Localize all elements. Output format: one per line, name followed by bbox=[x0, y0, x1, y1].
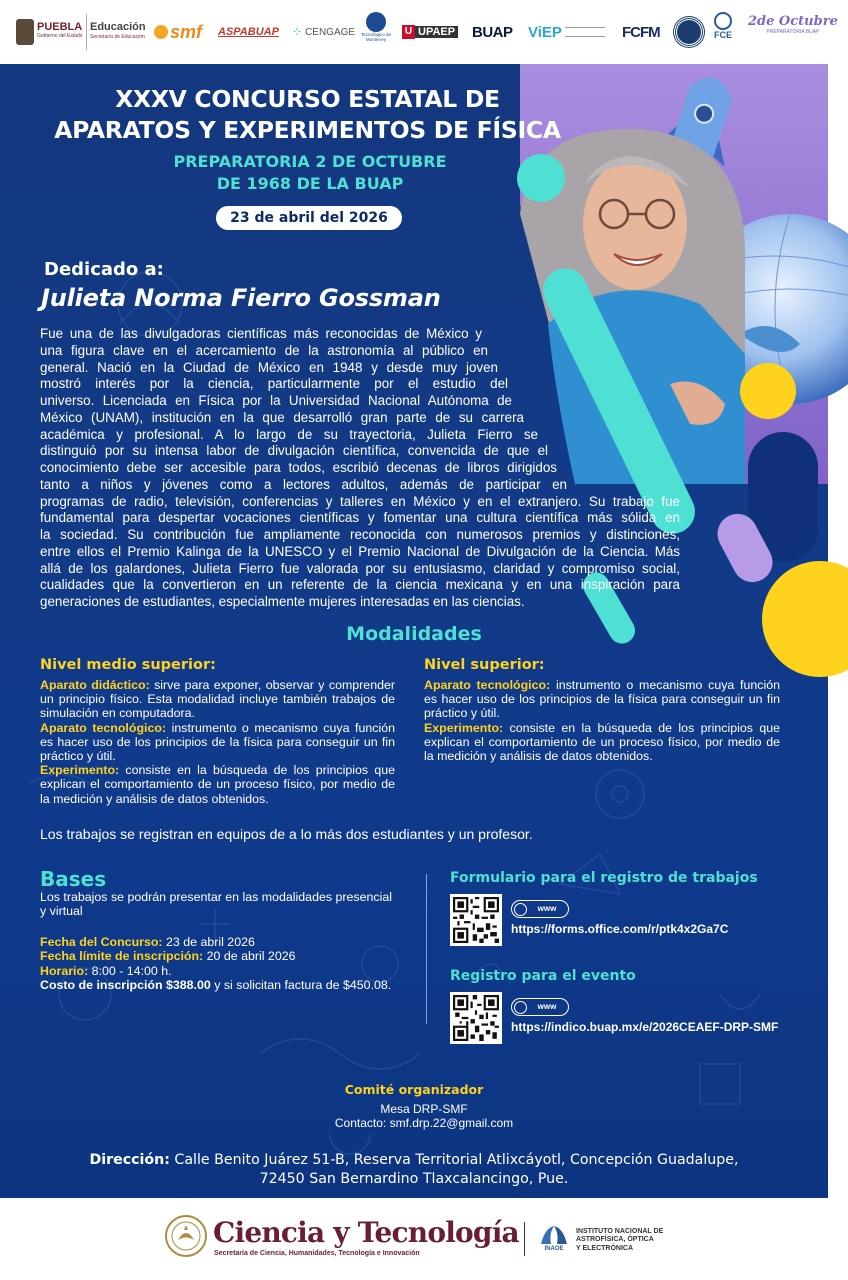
event-date-badge: 23 de abril del 2026 bbox=[216, 206, 402, 230]
teal-dot bbox=[517, 154, 565, 202]
deadline-value: 20 de abril 2026 bbox=[203, 949, 296, 964]
fce-ring-icon bbox=[714, 12, 732, 30]
form-qr-code[interactable] bbox=[450, 894, 502, 946]
bio-line: general. Nació en la Ciudad de México en 1948 y desde muy joven bbox=[40, 359, 498, 375]
modality-text: instrumento o mecanismo cuya función es hacer uso de los principios de la física para conseguir un fin práctico y útil. bbox=[40, 720, 395, 764]
bases-details bbox=[40, 935, 420, 993]
footer-divider bbox=[524, 1222, 525, 1256]
deadline-label: Fecha límite de inscripción: bbox=[40, 949, 204, 964]
upaep-mark-icon: U bbox=[402, 25, 415, 39]
honoree-name: Julieta Norma Fierro Gossman bbox=[41, 284, 441, 312]
bio-line: cualidades que la convertieron en un referente de la ciencia mexicana y en una inspiración para bbox=[40, 577, 680, 593]
dedication-label: Dedicado a: bbox=[44, 259, 164, 280]
cost-value: y si solicitan factura de $450.08. bbox=[210, 978, 392, 993]
bio-line: fundamental para despertar vocaciones científicas y fomentar una cultura científica más sólida en bbox=[40, 510, 680, 526]
upaep-logo: U UPAEP bbox=[402, 14, 458, 50]
www-badge: www bbox=[511, 900, 569, 918]
round-seal-logo bbox=[674, 14, 704, 50]
smf-sun-icon bbox=[154, 25, 168, 39]
bio-line: una figura clave en el acercamiento de la astronomía al público en bbox=[40, 342, 488, 358]
bio-line: mostró interés por la ciencia, particularmente por el estudio del bbox=[40, 376, 508, 392]
qr-code-icon bbox=[453, 897, 499, 943]
yellow-big-circle bbox=[762, 561, 848, 677]
committee-heading: Comité organizador bbox=[344, 1082, 484, 1097]
cost-label: Costo de inscripción $388.00 bbox=[40, 978, 211, 993]
section-divider bbox=[426, 874, 427, 1024]
nivel-superior-descriptions bbox=[424, 678, 780, 763]
bio-line: entre ellos el Premio Kalinga de la UNESCO y el Premio Nacional de Divulgación de la Ciencia. Más bbox=[40, 543, 680, 559]
sponsor-logo-strip bbox=[0, 0, 838, 64]
inaoe-hands-icon bbox=[539, 1222, 569, 1246]
nivel-medio-superior-heading: Nivel medio superior: bbox=[40, 657, 216, 673]
form-registration-heading: Formulario para el registro de trabajos bbox=[450, 870, 758, 886]
contest-title: XXXV CONCURSO ESTATAL DE APARATOS Y EXPERIMENTOS DE FÍSICA bbox=[54, 85, 561, 144]
seal-icon bbox=[674, 17, 704, 47]
inaoe-name: INSTITUTO NACIONAL DE ASTROFÍSICA, ÓPTICA Y ELECTRÓNICA bbox=[576, 1228, 664, 1252]
viep-caption-lines bbox=[565, 27, 605, 37]
inaoe-logo: INAOE bbox=[538, 1222, 570, 1256]
viep-logo: ViEP bbox=[528, 14, 605, 50]
bases-description: Los trabajos se podrán presentar en las modalidades presencial y virtual bbox=[40, 890, 392, 919]
yellow-half-circle bbox=[740, 363, 796, 419]
bio-line: programas de radio, televisión, conferencias y talleres en México y en el extranjero. Su trabajo fue bbox=[40, 493, 680, 509]
bio-line: tanto a niños y jóvenes como a lectores adultos, además de participar en bbox=[40, 476, 567, 492]
bases-heading: Bases bbox=[40, 867, 107, 891]
modality-text: consiste en la búsqueda de los principios que explican el comportamiento de un proceso físico, por medio de la medición y análisis de datos obtenidos. bbox=[424, 720, 780, 764]
tec-monterrey-logo: Tecnológico de Monterrey bbox=[358, 12, 394, 48]
bio-line: distinguió por su intensa labor de divulgación científica, convencida de que el bbox=[40, 443, 548, 459]
tec-seal-icon bbox=[366, 12, 386, 32]
committee-contact: Contacto: smf.drp.22@gmail.com bbox=[334, 1116, 514, 1130]
address-line-2: 72450 San Bernardino Tlaxcalancingo, Pue. bbox=[259, 1171, 569, 1187]
fce-logo: FCE bbox=[714, 12, 732, 48]
bio-line: académica y profesional. A lo largo de su trayectoria, Julieta Fierro se bbox=[40, 426, 538, 442]
venue-address bbox=[60, 1151, 768, 1189]
address-line-1: Calle Benito Juárez 51-B, Reserva Territorial Atlixcáyotl, Concepción Guadalupe, bbox=[169, 1152, 739, 1168]
footer bbox=[0, 1198, 828, 1280]
bio-line: México (UNAM), institución en la que desarrolló gran parte de su carrera bbox=[40, 409, 524, 425]
school-subtitle: PREPARATORIA 2 DE OCTUBRE DE 1968 DE LA BUAP bbox=[173, 152, 447, 193]
globe-icon bbox=[514, 903, 527, 916]
bio-line: la sociedad. Su contribución fue ampliamente reconocida con numerosos premios y distinciones, bbox=[40, 527, 680, 542]
nivel-medio-superior-descriptions bbox=[40, 678, 395, 806]
form-url-link[interactable]: https://forms.office.com/r/ptk4x2Ga7C bbox=[511, 922, 729, 936]
committee-name: Mesa DRP-SMF bbox=[380, 1102, 468, 1116]
modality-key: Aparato tecnológico: bbox=[424, 678, 551, 692]
modalidades-heading: Modalidades bbox=[346, 623, 482, 645]
cengage-logo: ⁘ CENGAGE bbox=[292, 25, 356, 39]
nivel-superior-heading: Nivel superior: bbox=[424, 657, 545, 673]
ciencia-tecnologia-title: Ciencia y Tecnología bbox=[213, 1216, 519, 1249]
event-registration-heading: Registro para el evento bbox=[450, 968, 636, 984]
puebla-logo: PUEBLA Gobierno del Estado bbox=[16, 14, 83, 50]
team-rule: Los trabajos se registran en equipos de a lo más dos estudiantes y un profesor. bbox=[40, 826, 533, 842]
qr-code-icon bbox=[453, 995, 499, 1041]
address-label: Dirección: bbox=[89, 1152, 170, 1168]
bio-line: conocimiento debe ser accesible para todos, escribió decenas de libros dirigidos bbox=[40, 460, 557, 475]
educacion-logo: Educación Secretaría de Educación bbox=[86, 14, 146, 50]
modality-key: Experimento: bbox=[40, 763, 120, 778]
modality-text: instrumento o mecanismo cuya función es hacer uso de los principios de la física para conseguir un fin práctico y útil. bbox=[424, 678, 780, 721]
contest-date-label: Fecha del Concurso: bbox=[40, 935, 163, 949]
modality-text: consiste en la búsqueda de los principios que explican el comportamiento de un proceso físico, por medio de la medición y análisis de datos obtenidos. bbox=[40, 763, 395, 806]
modality-key: Aparato tecnológico: bbox=[40, 720, 167, 735]
smf-logo: smf bbox=[154, 14, 202, 50]
buap-logo: BUAP bbox=[472, 23, 513, 41]
mexico-eagle-seal-icon bbox=[164, 1214, 208, 1258]
bio-line: generaciones de estudiantes, especialmente mujeres interesadas en las ciencias. bbox=[40, 594, 525, 609]
schedule-label: Horario: bbox=[40, 963, 89, 978]
fcfm-logo: FCFM bbox=[622, 23, 660, 41]
ciencia-tecnologia-subtitle: Secretaría de Ciencia, Humanidades, Tecnología e Innovación bbox=[214, 1250, 420, 1257]
globe-icon bbox=[514, 1001, 527, 1014]
modality-key: Aparato didáctico: bbox=[40, 678, 150, 692]
event-url-link[interactable]: https://indico.buap.mx/e/2026CEAEF-DRP-SMF bbox=[511, 1020, 779, 1034]
prepa-2-octubre-logo: 2de Octubre PREPARATORIA BUAP bbox=[748, 14, 838, 35]
www-badge: www bbox=[511, 998, 569, 1016]
modality-key: Experimento: bbox=[424, 720, 504, 735]
puebla-shield-icon bbox=[16, 19, 34, 45]
aspabuap-logo: ASPABUAP bbox=[218, 26, 279, 38]
bio-line: Fue una de las divulgadoras científicas más reconocidas de México y bbox=[40, 326, 482, 341]
cengage-dots-icon: ⁘ bbox=[292, 25, 303, 39]
bio-line: allá de los galardones, Julieta Fierro fue valorada por su entusiasmo, claridad y compromiso social, bbox=[40, 560, 680, 576]
bio-line: universo. Licenciada en Física por la Universidad Nacional Autónoma de bbox=[40, 393, 512, 408]
poster-body bbox=[0, 64, 828, 1198]
schedule-value: 8:00 - 14:00 h. bbox=[88, 963, 172, 978]
modality-text: sirve para exponer, observar y comprender un principio físico. Esta modalidad incluye también trabajos de simulación en computadora. bbox=[40, 678, 395, 721]
event-qr-code[interactable] bbox=[450, 992, 502, 1044]
contest-date-value: 23 de abril 2026 bbox=[162, 935, 255, 949]
